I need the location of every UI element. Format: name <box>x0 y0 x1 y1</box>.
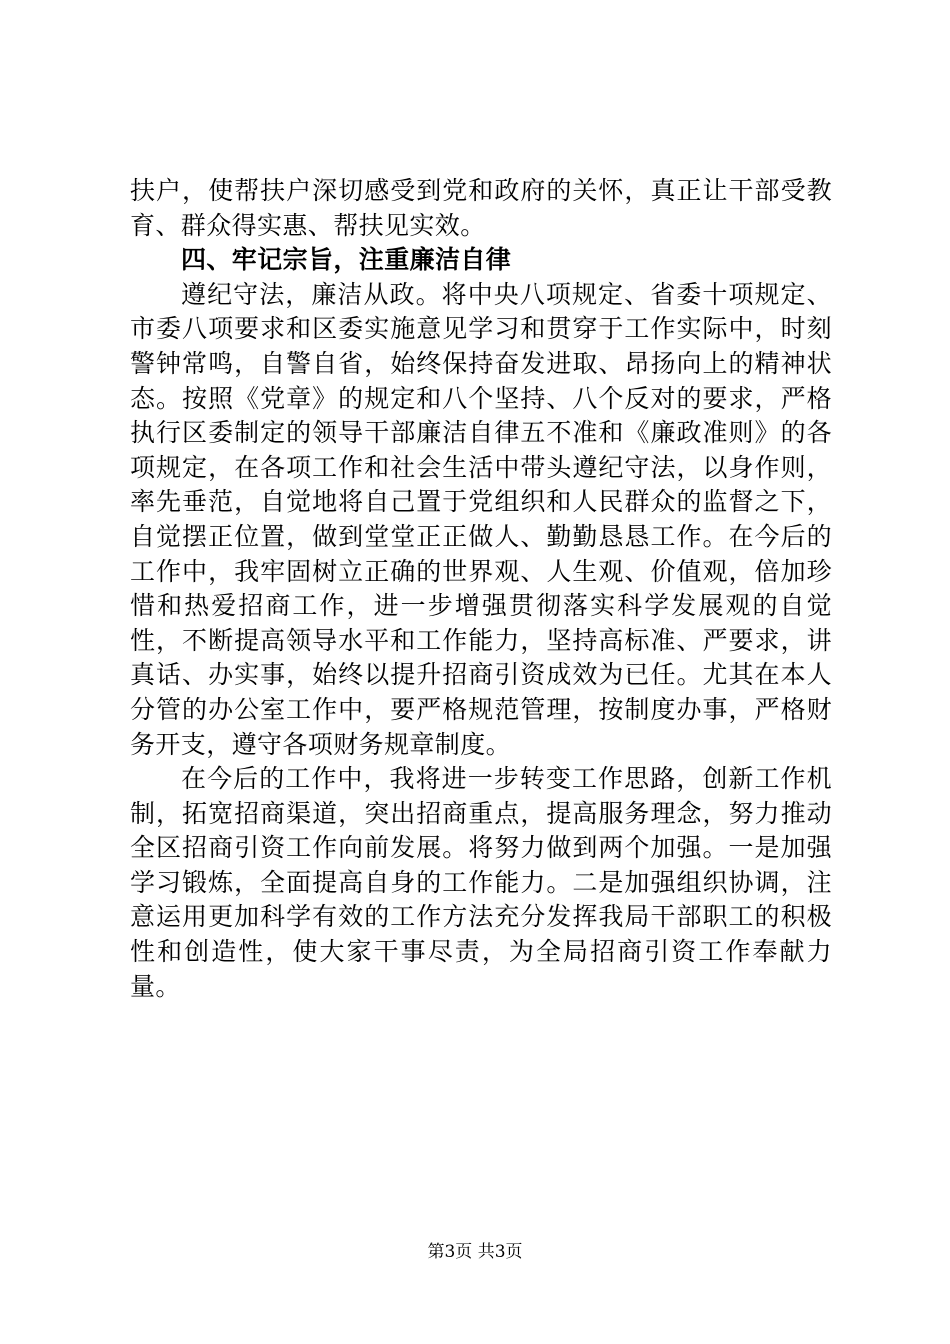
document-body <box>130 174 832 1004</box>
page-number-footer: 第3页 共3页 <box>427 1242 523 1262</box>
paragraph-future-work: 在今后的工作中，我将进一步转变工作思路，创新工作机制，拓宽招商渠道，突出招商重点，提高服务理念，努力推动全区招商引资工作向前发展。将努力做到两个加强。一是加强学习锻炼，全面提高自身的工作能力。二是加强组织协调，注意运用更加科学有效的工作方法充分发挥我局干部职工的积极性和创造性，使大家干事尽责，为全局招商引资工作奉献力量。 <box>130 764 832 1001</box>
section-heading: 四、牢记宗旨，注重廉洁自律 <box>181 245 512 275</box>
paragraph-continuation: 扶户，使帮扶户深切感受到党和政府的关怀，真正让干部受教育、群众得实惠、帮扶见实效。 <box>130 176 832 240</box>
paragraph-integrity: 遵纪守法，廉洁从政。将中央八项规定、省委十项规定、市委八项要求和区委实施意见学习和贯穿于工作实际中，时刻警钟常鸣，自警自省，始终保持奋发进取、昂扬向上的精神状态。按照《党章》的规定和八个坚持、八个反对的要求，严格执行区委制定的领导干部廉洁自律五不准和《廉政准则》的各项规定，在各项工作和社会生活中带头遵纪守法，以身作则，率先垂范，自觉地将自己置于党组织和人民群众的监督之下，自觉摆正位置，做到堂堂正正做人、勤勤恳恳工作。在今后的工作中，我牢固树立正确的世界观、人生观、价值观，倍加珍惜和热爱招商工作，进一步增强贯彻落实科学发展观的自觉性，不断提高领导水平和工作能力，坚持高标准、严要求，讲真话、办实事，始终以提升招商引资成效为已任。尤其在本人分管的办公室工作中，要严格规范管理，按制度办事，严格财务开支，遵守各项财务规章制度。 <box>130 279 832 759</box>
